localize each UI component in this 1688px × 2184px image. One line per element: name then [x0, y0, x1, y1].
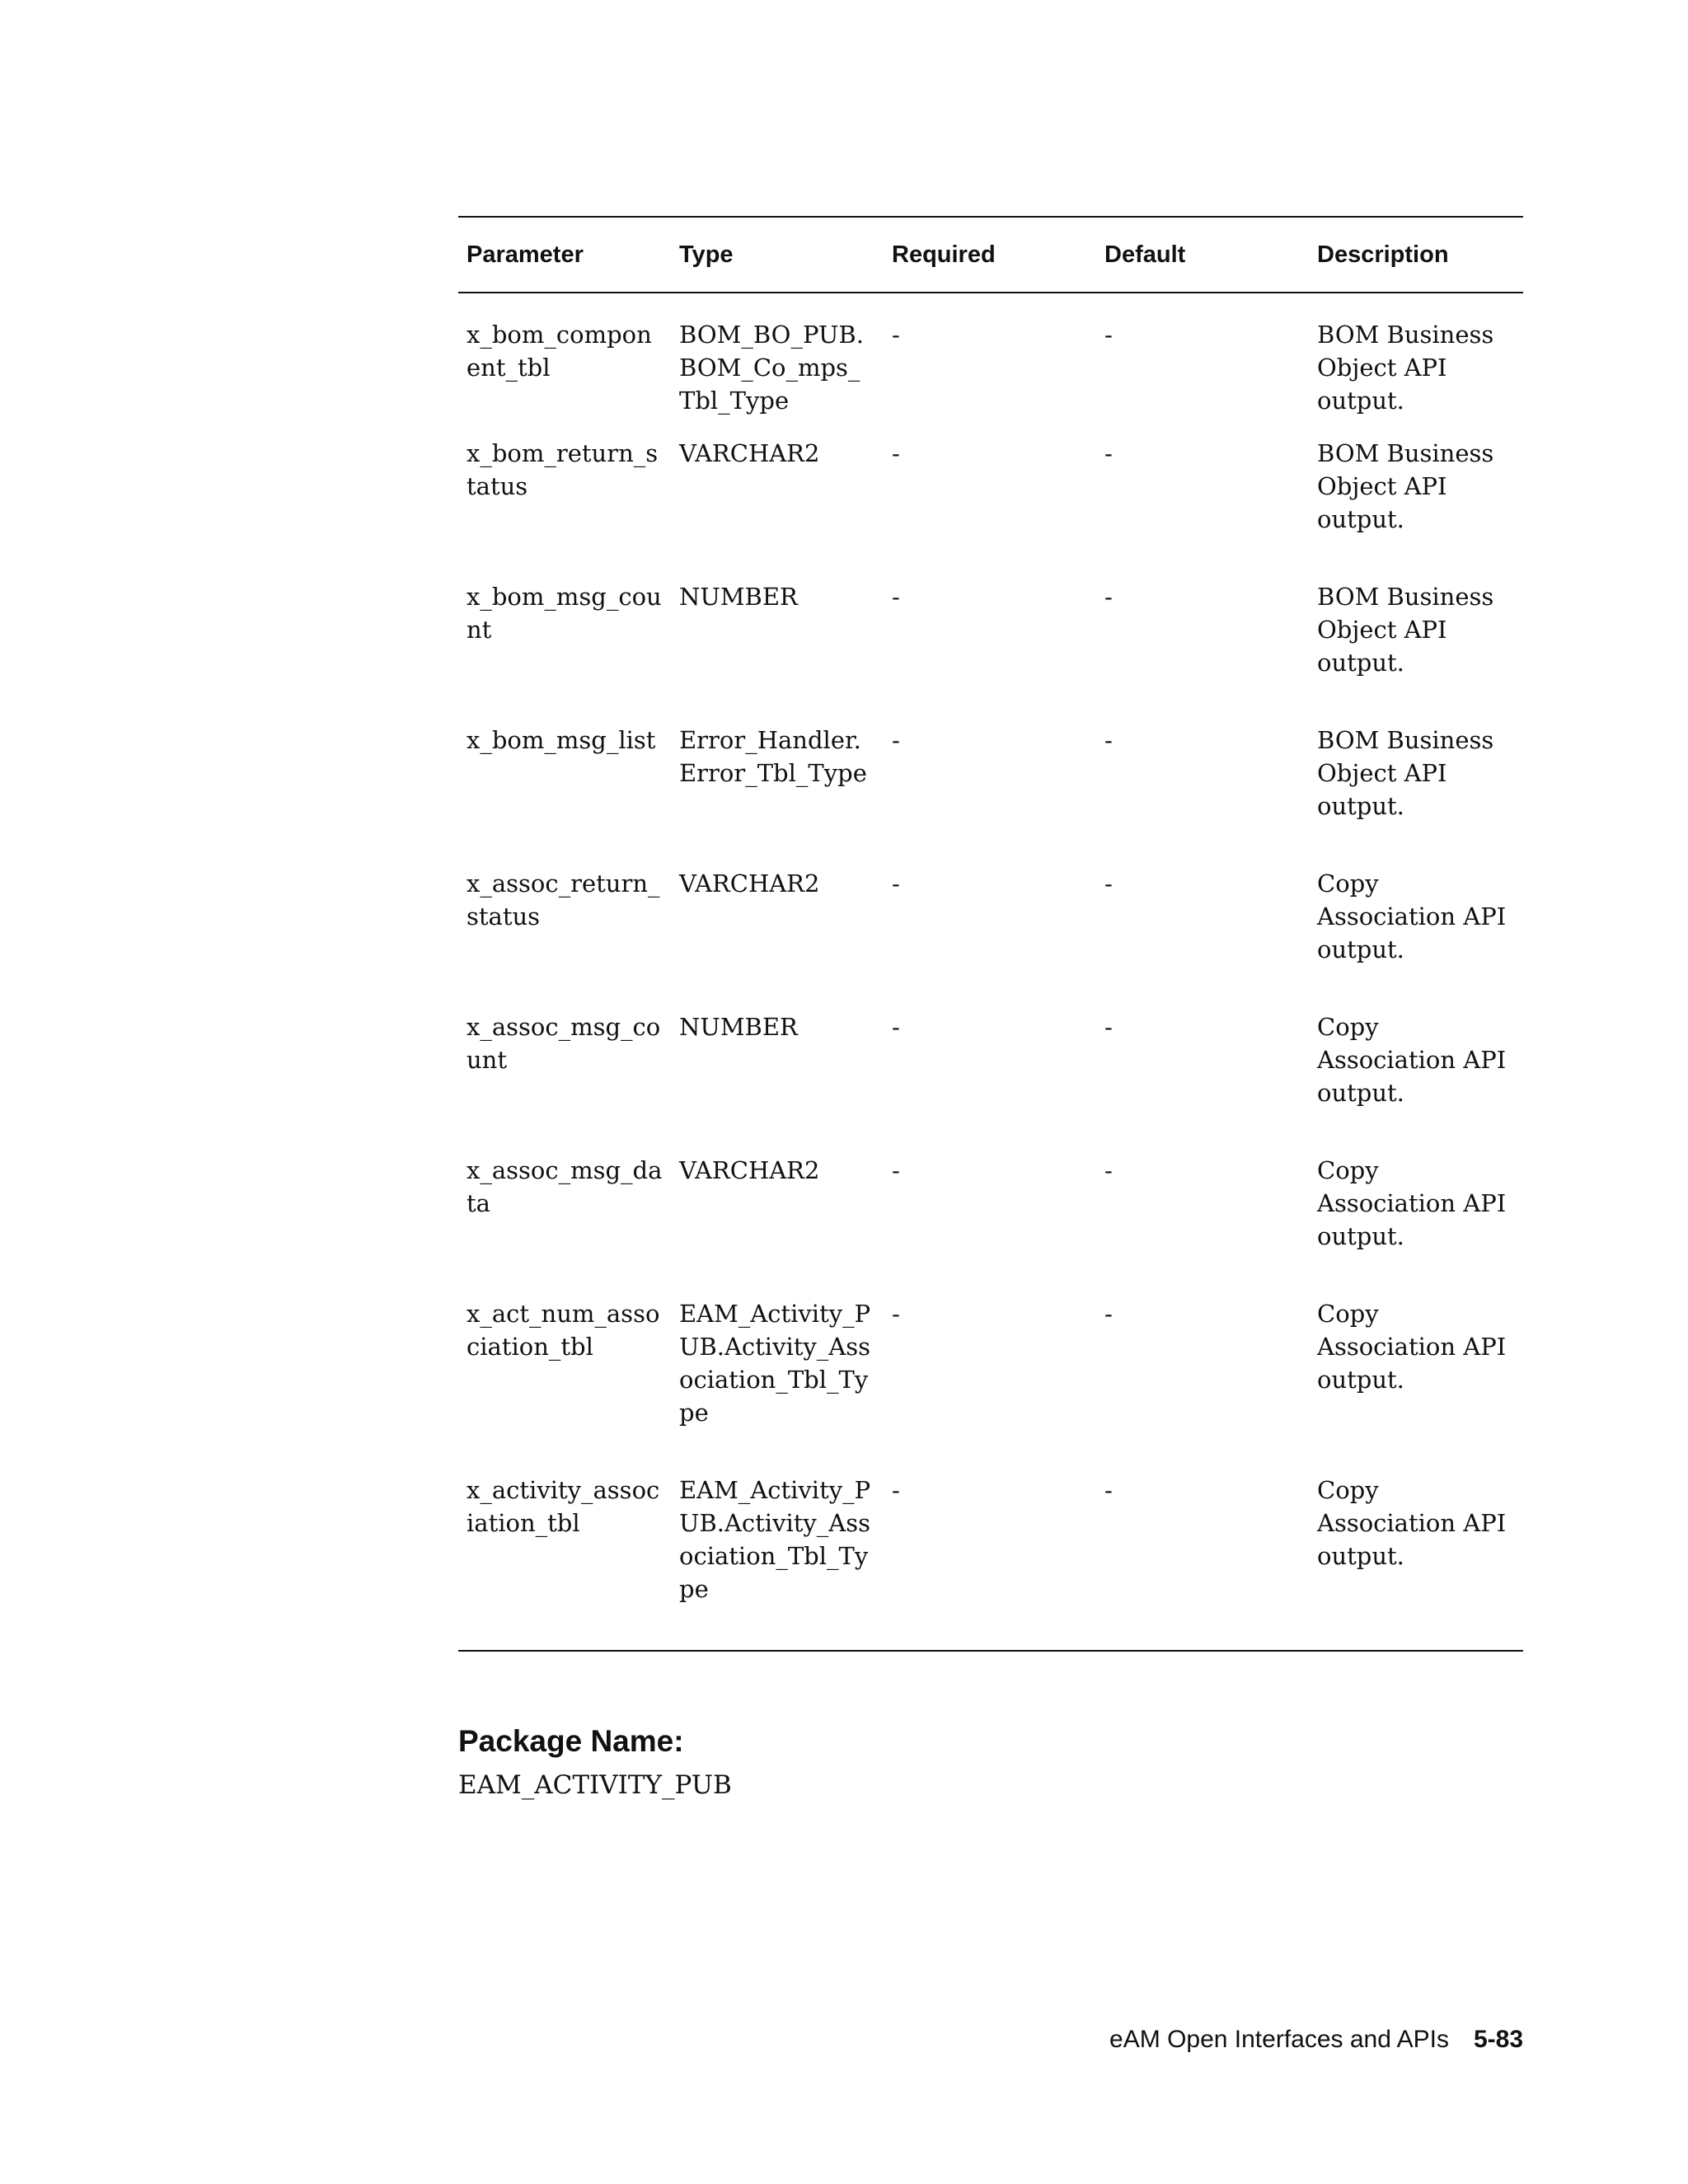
package-name-value: EAM_ACTIVITY_PUB — [458, 1770, 732, 1800]
cell-parameter: x_bom_return_status — [467, 439, 659, 500]
cell-description: Copy Association API output. — [1317, 1156, 1507, 1250]
footer-title: eAM Open Interfaces and APIs — [1109, 2026, 1449, 2053]
cell-parameter: x_assoc_msg_count — [467, 1013, 661, 1074]
cell-default: - — [1104, 1013, 1113, 1041]
table-row — [458, 1474, 1523, 1651]
cell-description: Copy Association API output. — [1317, 1013, 1507, 1107]
parameter-table — [458, 216, 1523, 1652]
cell-parameter: x_assoc_msg_data — [467, 1156, 663, 1217]
cell-required: - — [892, 726, 900, 754]
cell-required: - — [892, 869, 900, 898]
cell-required: - — [892, 439, 900, 467]
header-description: Description — [1317, 241, 1449, 268]
cell-parameter: x_activity_association_tbl — [467, 1476, 660, 1537]
cell-type: Error_Handler.Error_Tbl_Type — [679, 726, 867, 787]
cell-required: - — [892, 321, 900, 349]
header-default: Default — [1104, 241, 1186, 268]
cell-default: - — [1104, 869, 1113, 898]
parameter-table-container — [458, 216, 1523, 1652]
page-footer — [1109, 2026, 1523, 2054]
cell-type: VARCHAR2 — [679, 1156, 820, 1184]
cell-type: VARCHAR2 — [679, 869, 820, 898]
cell-required: - — [892, 1013, 900, 1041]
cell-parameter: x_act_num_association_tbl — [467, 1300, 660, 1361]
table-row — [458, 867, 1523, 1010]
header-parameter: Parameter — [467, 241, 584, 268]
table-row — [458, 437, 1523, 580]
cell-required: - — [892, 1156, 900, 1184]
cell-default: - — [1104, 1476, 1113, 1504]
cell-default: - — [1104, 321, 1113, 349]
cell-description: BOM Business Object API output. — [1317, 583, 1494, 677]
cell-description: BOM Business Object API output. — [1317, 321, 1494, 415]
cell-type: EAM_Activity_PUB.Activity_Association_Tbl_Type — [679, 1476, 871, 1603]
cell-type: NUMBER — [679, 583, 798, 611]
table-row — [458, 293, 1523, 437]
cell-required: - — [892, 1476, 900, 1504]
cell-parameter: x_bom_msg_count — [467, 583, 662, 644]
table-body — [458, 293, 1523, 1651]
cell-parameter: x_bom_msg_list — [467, 726, 656, 754]
cell-description: BOM Business Object API output. — [1317, 726, 1494, 820]
header-type: Type — [679, 241, 734, 268]
cell-default: - — [1104, 583, 1113, 611]
cell-default: - — [1104, 1300, 1113, 1328]
table-row — [458, 1154, 1523, 1297]
cell-type: VARCHAR2 — [679, 439, 820, 467]
cell-description: Copy Association API output. — [1317, 869, 1507, 963]
cell-type: BOM_BO_PUB.BOM_Co_mps_Tbl_Type — [679, 321, 864, 415]
cell-type: NUMBER — [679, 1013, 798, 1041]
table-row — [458, 1010, 1523, 1154]
cell-description: Copy Association API output. — [1317, 1300, 1507, 1394]
cell-description: Copy Association API output. — [1317, 1476, 1507, 1570]
cell-required: - — [892, 1300, 900, 1328]
cell-parameter: x_bom_component_tbl — [467, 321, 652, 382]
package-name-heading: Package Name: — [458, 1724, 684, 1758]
header-required: Required — [892, 241, 996, 268]
table-row — [458, 724, 1523, 867]
table-row — [458, 580, 1523, 724]
cell-default: - — [1104, 726, 1113, 754]
page-number: 5-83 — [1473, 2026, 1523, 2053]
cell-parameter: x_assoc_return_status — [467, 869, 660, 930]
header-row — [458, 217, 1523, 293]
table-row — [458, 1297, 1523, 1474]
cell-default: - — [1104, 1156, 1113, 1184]
cell-type: EAM_Activity_PUB.Activity_Association_Tbl_Type — [679, 1300, 871, 1427]
cell-description: BOM Business Object API output. — [1317, 439, 1494, 533]
cell-default: - — [1104, 439, 1113, 467]
table-header — [458, 217, 1523, 293]
cell-required: - — [892, 583, 900, 611]
